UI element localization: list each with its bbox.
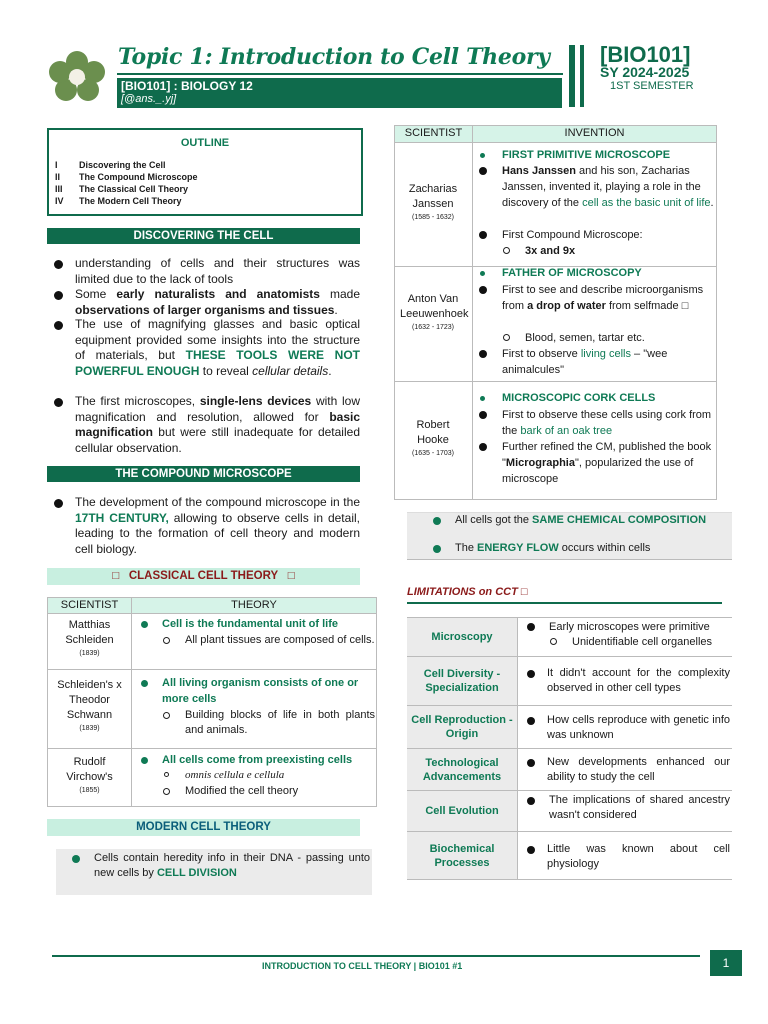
limitation-text: Early microscopes were primitive [549,621,710,633]
bullet-text: Cells contain heredity info in their DNA - passing unto new cells by CELL DIVISION [94,852,370,879]
row-divider [407,879,732,880]
outline-item [55,160,166,170]
bullet-text: understanding of cells and their structures was limited due to the lack of tools [75,256,360,286]
scientist-name: Zacharias Janssen (1585 - 1632) [408,183,458,221]
limitation-text: Little was known about cell physiology [547,843,730,870]
bullet-icon [54,260,63,269]
sub-bullet-icon [503,334,510,341]
bullet-text: The first microscopes, single-lens devices with low magnification and resolution, allowed for basic magnification but were still inadequate for detailed cellular observation. [75,394,360,455]
bullet-icon [479,350,487,358]
bullet-icon [527,623,535,631]
outline-number: III [55,184,63,194]
bullet-icon [480,396,485,401]
page-title: Topic 1: Introduction to Cell Theory [118,44,550,70]
outline-item [55,184,188,194]
bullet-icon [433,545,441,553]
invention-detail: First Compound Microscope: [502,229,643,241]
outline-number: IV [55,196,64,206]
outline-title: OUTLINE [180,137,230,149]
scientist-name: Schleiden's x Theodor Schwann (1839) [57,679,122,732]
header-rule [117,73,563,75]
bullet-icon [141,680,148,687]
limitation-text: The implications of shared ancestry wasn't considered [549,794,730,821]
bullet-icon [54,321,63,330]
outline-box [47,128,363,216]
column-header: SCIENTIST [394,125,473,143]
invention-heading: FATHER OF MICROSCOPY [502,267,642,279]
header-subbar [117,78,562,108]
limitation-text: It didn't account for the complexity observed in other cell types [547,667,730,694]
outline-label: Discovering the Cell [79,160,166,170]
bullet-icon [479,167,487,175]
bullet-icon [527,797,535,805]
limitation-label: Technological Advancements [407,749,517,790]
bullet-icon [480,153,485,158]
theory-main: All living organism consists of one or more cells [162,677,359,705]
bullet-icon [141,757,148,764]
theory-detail: Modified the cell theory [185,785,299,797]
bullet-icon [527,717,535,725]
sub-bullet-icon [503,247,510,254]
bullet-icon [54,398,63,407]
theory-detail: All plant tissues are composed of cells. [185,634,375,646]
bullet-icon [527,670,535,678]
section-heading-compound: THE COMPOUND MICROSCOPE [47,466,360,482]
bullet-icon [527,846,535,854]
column-divider [517,617,518,879]
header-divider [569,45,575,107]
bullet-icon [527,759,535,767]
magnification-values: 3x and 9x [525,245,576,257]
limitation-detail: Unidentifiable cell organelles [572,636,713,648]
footer-text: INTRODUCTION TO CELL THEORY | BIO101 #1 [262,961,463,971]
course-subtitle: [BIO101] : BIOLOGY 12 [121,79,253,93]
invention-detail: Blood, semen, tartar etc. [525,332,645,344]
theory-main: All cells come from preexisting cells [162,754,353,766]
footer-rule [52,955,700,957]
flower-logo [48,50,106,102]
invention-detail: First to see and describe microorganisms from a drop of water from selfmade □ [502,284,704,312]
section-heading-discovering: DISCOVERING THE CELL [47,228,360,244]
outline-item [55,196,182,206]
column-header: SCIENTIST [47,597,132,614]
limitation-label: Cell Diversity - Specialization [407,657,517,705]
scientist-name: Matthias Schleiden (1839) [65,619,114,657]
sub-bullet-icon [163,788,170,795]
header-divider [580,45,584,107]
outline-label: The Classical Cell Theory [79,184,189,194]
latin-phrase: omnis cellula e cellula [185,769,285,781]
outline-item [55,172,198,182]
school-year: SY 2024-2025 [600,64,690,80]
limitation-label: Cell Reproduction - Origin [407,706,517,748]
invention-detail: First to observe these cells using cork from the bark of an oak tree [502,409,712,437]
invention-detail: Hans Janssen and his son, Zacharias Janssen, invented it, playing a role in the discovery of the cell as the basic unit of life. [502,165,714,209]
bullet-text: The use of magnifying glasses and basic optical equipment provided some insights into the structure of materials, but THESE TOOLS WERE NOT POWERFUL ENOUGH to reveal cellular details. [75,317,360,378]
bullet-icon [479,411,487,419]
scientist-name: Robert Hooke (1635 - 1703) [411,419,455,457]
limitation-text: New developments enhanced our ability to study the cell [547,756,730,783]
section-heading-modern: MODERN CELL THEORY [47,819,360,836]
limitation-text: How cells reproduce with genetic info was unknown [547,714,730,741]
outline-number: II [55,172,61,182]
bullet-icon [479,231,487,239]
bullet-icon [479,286,487,294]
bullet-icon [72,855,80,863]
cell-fact: The ENERGY FLOW occurs within cells [455,542,651,554]
bullet-icon [479,443,487,451]
sub-bullet-icon [164,772,169,777]
sub-bullet-icon [550,638,557,645]
column-header: INVENTION [472,125,717,143]
invention-heading: FIRST PRIMITIVE MICROSCOPE [502,149,671,161]
column-header: THEORY [131,597,377,614]
theory-detail: Building blocks of life in both plants and animals. [185,709,375,736]
bullet-icon [141,621,148,628]
bullet-icon [433,517,441,525]
outline-label: The Compound Microscope [79,172,198,182]
outline-label: The Modern Cell Theory [79,196,182,206]
limitations-rule [407,602,722,604]
bullet-icon [54,291,63,300]
course-code: [BIO101] [600,42,691,67]
semester: 1ST SEMESTER [610,80,694,92]
cell-fact: All cells got the SAME CHEMICAL COMPOSITION [455,514,707,526]
sub-bullet-icon [163,712,170,719]
outline-number: I [55,160,58,170]
limitation-label: Microscopy [407,618,517,656]
bullet-text: Some early naturalists and anatomists made observations of larger organisms and tissues. [75,287,360,317]
theory-main: Cell is the fundamental unit of life [162,618,339,630]
scientist-name: Anton Van Leeuwenhoek (1632 - 1723) [400,293,469,331]
bullet-icon [480,271,485,276]
limitation-label: Cell Evolution [407,791,517,831]
author-handle: [@ans._.yj] [121,93,177,105]
bullet-text: The development of the compound microscope in the 17TH CENTURY, allowing to observe cells in detail, leading to the formation of cell theory and modern cell biology. [75,495,360,556]
invention-heading: MICROSCOPIC CORK CELLS [502,392,656,404]
invention-detail: Further refined the CM, published the book "Micrographia", popularized the use of microscope [502,441,712,485]
section-heading-classical: □ CLASSICAL CELL THEORY □ [47,568,360,585]
page-number: 1 [710,950,742,976]
limitations-title: LIMITATIONS on CCT □ [407,586,528,598]
bullet-icon [54,499,63,508]
scientist-name: Rudolf Virchow's (1855) [66,756,113,794]
limitation-label: Biochemical Processes [407,832,517,879]
invention-detail: First to observe living cells – "wee animalcules" [502,348,668,376]
sub-bullet-icon [163,637,170,644]
